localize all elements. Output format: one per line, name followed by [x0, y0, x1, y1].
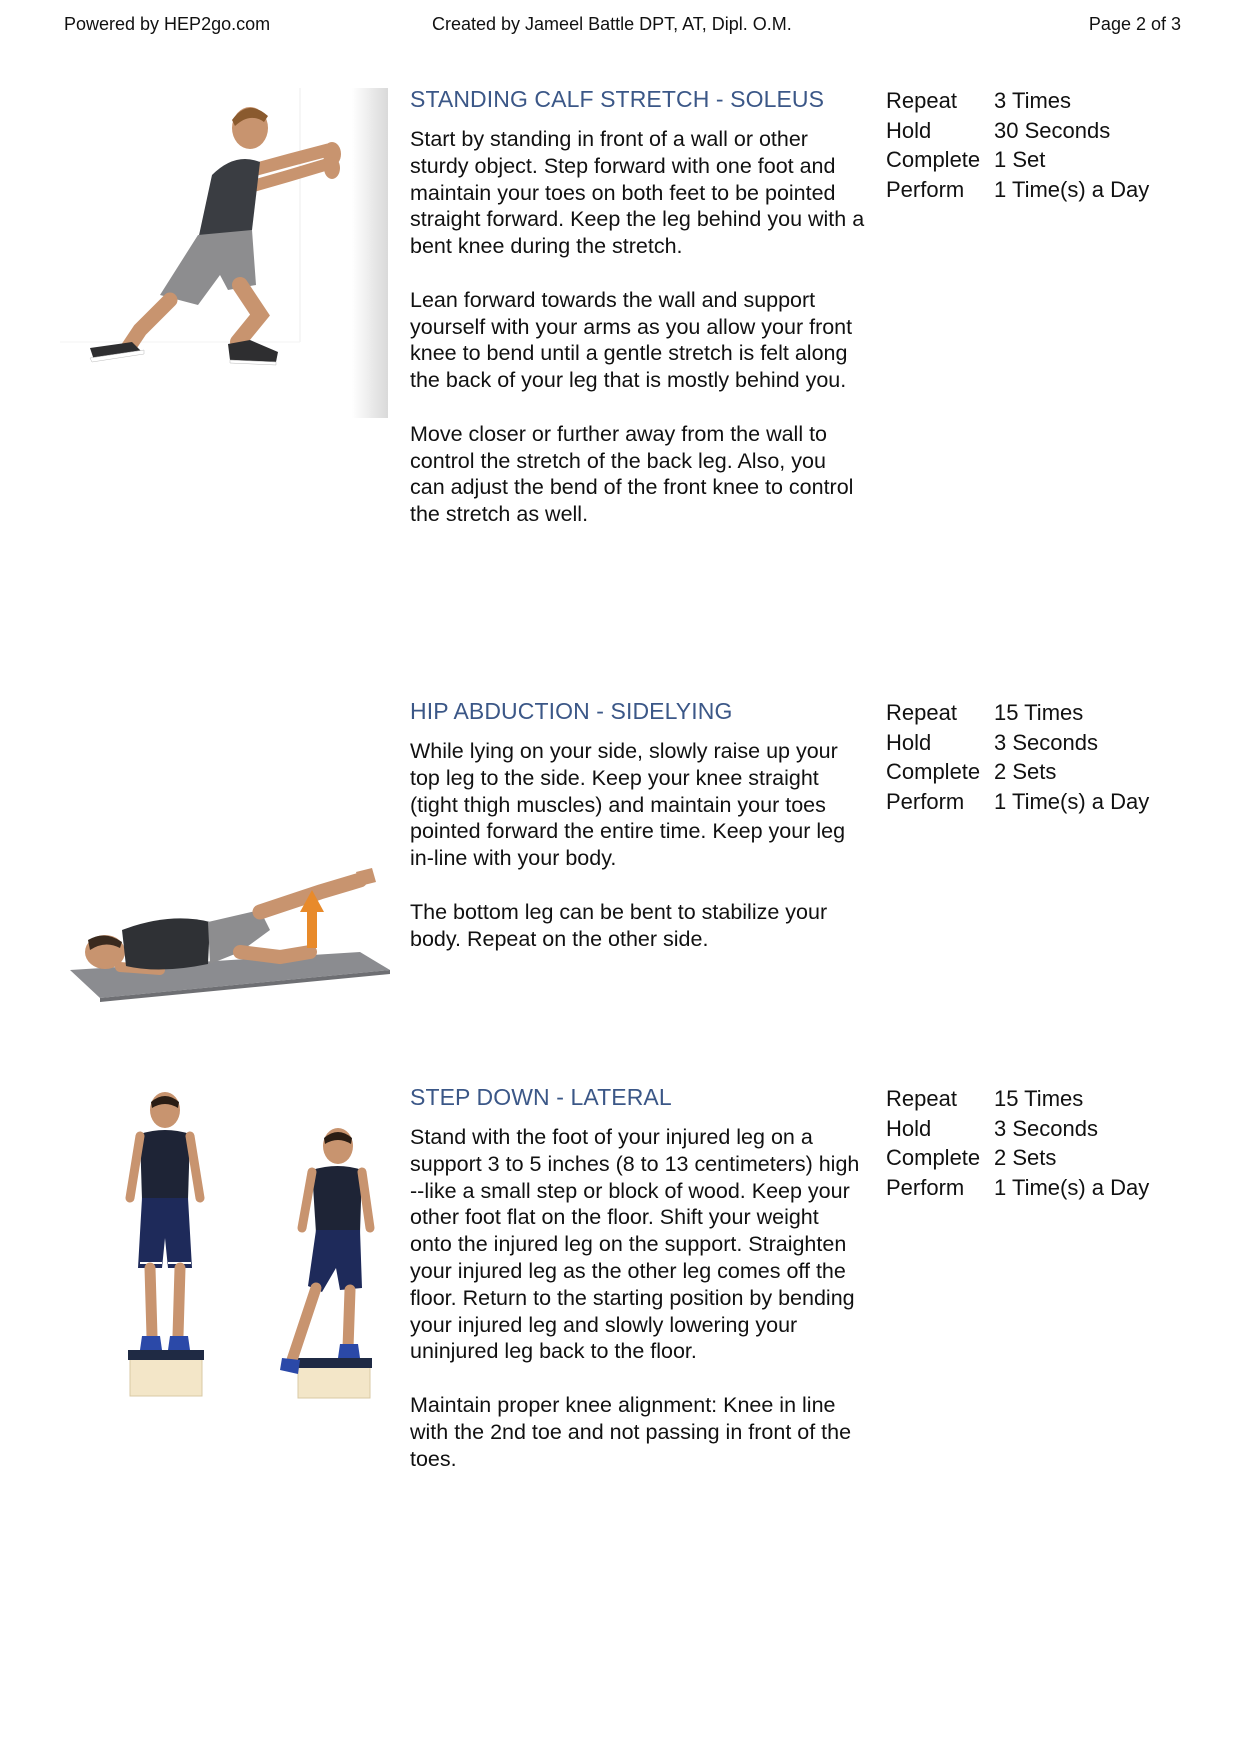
param-label: Perform	[886, 788, 965, 814]
param-value: 15 Times	[994, 1086, 1084, 1111]
param-value: 3 Times	[994, 88, 1072, 113]
param-value: 1 Set	[994, 147, 1046, 172]
param-value: 3 Seconds	[994, 1115, 1098, 1141]
param-label: Hold	[886, 117, 932, 143]
description-paragraph: Stand with the foot of your injured leg on a support 3 to 5 inches (8 to 13 centimeters) high --like a small step or block of wood. Keep your other foot flat on the floor. Shift your weight onto the injured leg on the support. Straighten your injured leg as the other leg comes off the floor. Return to the starting position by bending your injured leg and slowly lowering your uninjured leg back to the floor.	[410, 1125, 860, 1364]
param-label: Perform	[886, 176, 965, 202]
description-paragraph: Start by standing in front of a wall or other sturdy object. Step forward with one foot and maintain your toes on both feet to be pointed straight forward. Keep the leg behind you with a bent knee during the stretch.	[410, 127, 865, 259]
exercise-title: HIP ABDUCTION - SIDELYING	[410, 698, 733, 724]
param-row-complete	[886, 757, 1149, 787]
param-row-repeat	[886, 86, 1149, 116]
param-row-complete	[886, 1143, 1149, 1173]
param-label: Repeat	[886, 88, 957, 113]
param-value: 15 Times	[994, 700, 1084, 725]
param-row-hold	[886, 728, 1149, 758]
step-down-illustration	[60, 1078, 390, 1408]
param-row-perform	[886, 787, 1149, 817]
exercise-title: STANDING CALF STRETCH - SOLEUS	[410, 86, 825, 112]
param-label: Complete	[886, 1145, 981, 1170]
param-label: Repeat	[886, 1086, 957, 1111]
page-header	[0, 14, 1240, 44]
param-label: Hold	[886, 1115, 932, 1141]
param-value: 3 Seconds	[994, 729, 1098, 755]
param-row-perform	[886, 1173, 1149, 1203]
header-powered-by: Powered by HEP2go.com	[64, 14, 271, 34]
param-label: Hold	[886, 729, 932, 755]
param-label: Perform	[886, 1174, 965, 1200]
exercise-title: STEP DOWN - LATERAL	[410, 1084, 672, 1110]
param-value: 1 Time(s) a Day	[994, 788, 1150, 814]
param-row-complete	[886, 145, 1149, 175]
param-label: Repeat	[886, 700, 957, 725]
exercise-parameters	[886, 1084, 1149, 1202]
header-page-number: Page 2 of 3	[1088, 14, 1181, 34]
param-row-perform	[886, 175, 1149, 205]
description-paragraph: Move closer or further away from the wall to control the stretch of the back leg. Also, you can adjust the bend of the front knee to control the stretch as well.	[410, 421, 854, 527]
param-label: Complete	[886, 759, 981, 784]
exercise-description	[410, 738, 865, 979]
description-paragraph: Maintain proper knee alignment: Knee in line with the 2nd toe and not passing in front of the toes.	[410, 1392, 852, 1471]
param-row-hold	[886, 1114, 1149, 1144]
description-paragraph: While lying on your side, slowly raise up your top leg to the side. Keep your knee straight (tight thigh muscles) and maintain your toes pointed forward the entire time. Keep your leg in-line with your body.	[410, 739, 846, 871]
param-value: 1 Time(s) a Day	[994, 176, 1150, 202]
param-row-repeat	[886, 698, 1149, 728]
param-value: 30 Seconds	[994, 117, 1111, 143]
param-value: 2 Sets	[994, 1145, 1057, 1170]
exercise-parameters	[886, 86, 1149, 204]
param-row-repeat	[886, 1084, 1149, 1114]
exercise-parameters	[886, 698, 1149, 816]
param-label: Complete	[886, 147, 981, 172]
param-value: 1 Time(s) a Day	[994, 1174, 1150, 1200]
param-row-hold	[886, 116, 1149, 146]
calf-stretch-illustration	[60, 80, 390, 420]
description-paragraph: Lean forward towards the wall and support yourself with your arms as you allow your front knee to bend until a gentle stretch is felt along the back of your leg that is mostly behind you.	[410, 287, 853, 393]
exercise-description	[410, 1124, 865, 1499]
exercise-description	[410, 126, 865, 555]
param-value: 2 Sets	[994, 759, 1057, 784]
header-author: Created by Jameel Battle DPT, AT, Dipl. O.M.	[432, 14, 792, 34]
hip-abduction-illustration	[60, 752, 390, 1052]
description-paragraph: The bottom leg can be bent to stabilize your body. Repeat on the other side.	[410, 899, 828, 951]
